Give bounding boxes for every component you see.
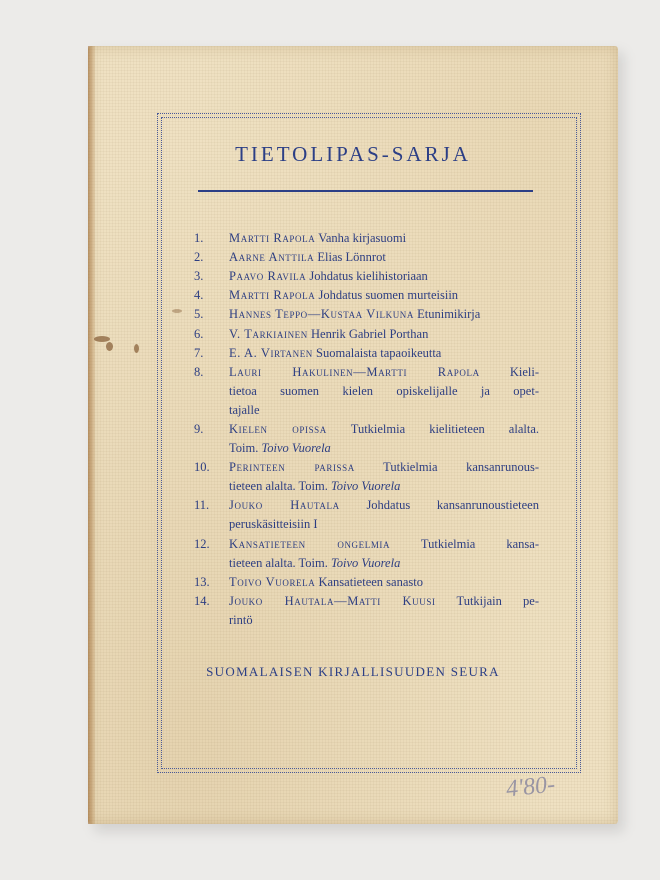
book-title-text: Kansatieteen sanasto — [315, 574, 423, 589]
book-back-cover — [88, 46, 618, 824]
publisher-name: SUOMALAISEN KIRJALLISUUDEN SEURA — [206, 664, 500, 679]
stain-mark — [94, 336, 110, 342]
book-number: 12. — [194, 536, 210, 551]
book-number: 3. — [194, 269, 204, 284]
book-number: 13. — [194, 574, 210, 589]
author-or-series-name: V. Tarkiainen — [229, 326, 308, 341]
stain-mark — [134, 344, 139, 353]
book-title-text: tajalle — [229, 402, 260, 417]
book-number: 7. — [194, 345, 204, 360]
book-number: 1. — [194, 231, 204, 245]
author-or-series-name: Kansatieteen ongelmia — [229, 536, 391, 551]
author-or-series-name: Hannes Teppo—Kustaa Vilkuna — [229, 307, 414, 322]
book-title-text: Johdatus kansanrunoustieteen — [339, 498, 539, 513]
editor-name: Toivo Vuorela — [330, 479, 401, 494]
book-number: 4. — [194, 288, 204, 303]
book-title-text: peruskäsitteisiin I — [229, 517, 318, 532]
author-or-series-name: Toivo Vuorela — [229, 574, 316, 589]
book-number: 9. — [194, 422, 204, 436]
book-title-text: Henrik Gabriel Porthan — [307, 326, 429, 341]
book-number: 10. — [194, 460, 210, 475]
book-number: 5. — [194, 307, 204, 322]
book-number: 8. — [194, 364, 204, 379]
series-title: TIETOLIPAS-SARJA — [235, 142, 471, 166]
book-title-text: Vanha kirjasuomi — [315, 231, 407, 245]
stain-mark — [106, 342, 113, 351]
book-entry-line — [229, 535, 539, 554]
book-title-text: Johdatus kielihistoriaan — [306, 269, 428, 284]
book-title-text: Suomalaista tapaoikeutta — [312, 345, 442, 360]
book-entry-line — [229, 382, 539, 401]
author-or-series-name: Jouko Hautala—Matti Kuusi — [229, 593, 436, 608]
book-entry-line — [229, 611, 253, 630]
book-entry-line — [229, 592, 539, 611]
book-entry-line — [229, 496, 539, 515]
book-entry-line — [229, 439, 331, 458]
editor-name: Toivo Vuorela — [261, 441, 331, 456]
book-title-text: Tutkielmia kansa- — [390, 536, 539, 551]
book-title-text: tieteen alalta. Toim. — [229, 555, 331, 570]
book-entry-line — [229, 325, 428, 344]
book-number: 2. — [194, 250, 204, 265]
title-underline — [198, 190, 533, 192]
book-title-text: Etunimikirja — [414, 307, 481, 322]
author-or-series-name: Jouko Hautala — [229, 498, 340, 513]
author-or-series-name: E. A. Virtanen — [229, 345, 313, 360]
book-number: 14. — [194, 593, 210, 608]
book-entry-line — [229, 267, 428, 286]
book-entry-line — [229, 420, 539, 439]
book-entry-line — [229, 401, 260, 420]
book-entry-line — [229, 573, 423, 592]
author-or-series-name: Perinteen parissa — [229, 460, 355, 475]
book-number: 6. — [194, 326, 204, 341]
book-title-text: tietoa suomen kielen opiskelijalle ja opet- — [229, 383, 539, 398]
book-title-text: Tutkielmia kansanrunous- — [354, 460, 539, 475]
book-title-text: Tutkielmia kielitieteen alalta. — [326, 422, 539, 436]
author-or-series-name: Lauri Hakulinen—Martti Rapola — [229, 364, 480, 379]
author-or-series-name: Paavo Ravila — [229, 269, 307, 284]
editor-name: Toivo Vuorela — [330, 555, 401, 570]
book-entry-line — [229, 554, 400, 573]
book-entry-line — [229, 229, 406, 248]
book-entry-line — [229, 458, 539, 477]
book-title-text: Toim. — [229, 441, 262, 456]
book-title-text: rintö — [229, 612, 253, 627]
author-or-series-name: Martti Rapola — [229, 288, 316, 303]
book-title-text: Kieli- — [479, 364, 539, 379]
book-entry-line — [229, 286, 458, 305]
book-entry-line — [229, 363, 539, 382]
book-title-text: Tutkijain pe- — [435, 593, 539, 608]
book-entry-line — [229, 344, 441, 363]
book-entry-line — [229, 305, 480, 324]
author-or-series-name: Kielen opissa — [229, 422, 327, 436]
book-entry-line — [229, 248, 386, 267]
author-or-series-name: Aarne Anttila — [229, 250, 315, 265]
book-title-text: Johdatus suomen murteisiin — [315, 288, 459, 303]
book-entry-line — [229, 515, 318, 534]
handwritten-price: 4'80- — [504, 771, 557, 803]
author-or-series-name: Martti Rapola — [229, 231, 316, 245]
book-number: 11. — [194, 498, 210, 513]
book-title-text: Elias Lönnrot — [314, 250, 386, 265]
book-entry-line — [229, 477, 400, 496]
book-title-text: tieteen alalta. Toim. — [229, 479, 331, 494]
